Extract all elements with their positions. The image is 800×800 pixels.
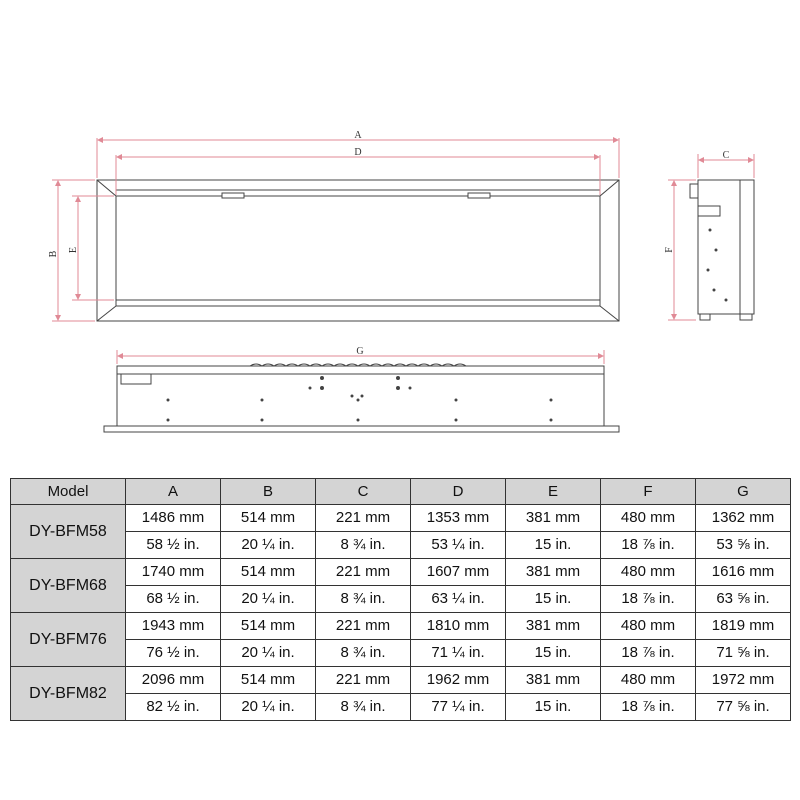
dimension-label-d: D: [354, 147, 362, 158]
side-view: [690, 180, 754, 320]
value-cell-in: 53 ⅝ in.: [696, 532, 791, 559]
value-cell-mm: 1819 mm: [696, 613, 791, 640]
value-cell-in: 68 ½ in.: [126, 586, 221, 613]
value-cell-in: 8 ¾ in.: [316, 640, 411, 667]
value-cell-in: 8 ¾ in.: [316, 532, 411, 559]
value-cell-in: 58 ½ in.: [126, 532, 221, 559]
model-cell: DY-BFM68: [11, 559, 126, 613]
value-cell-mm: 1962 mm: [411, 667, 506, 694]
dimensions-table: [10, 478, 791, 721]
value-cell-mm: 1353 mm: [411, 505, 506, 532]
value-cell-mm: 514 mm: [221, 559, 316, 586]
value-cell-in: 71 ⅝ in.: [696, 640, 791, 667]
value-cell-in: 8 ¾ in.: [316, 694, 411, 721]
value-cell-mm: 514 mm: [221, 505, 316, 532]
value-cell-mm: 1486 mm: [126, 505, 221, 532]
value-cell-mm: 480 mm: [601, 505, 696, 532]
value-cell-mm: 221 mm: [316, 613, 411, 640]
dimension-a: [97, 138, 619, 178]
value-cell-mm: 1607 mm: [411, 559, 506, 586]
value-cell-in: 18 ⅞ in.: [601, 586, 696, 613]
header-a: A: [126, 479, 221, 505]
value-cell-mm: 221 mm: [316, 559, 411, 586]
value-cell-in: 20 ¼ in.: [221, 694, 316, 721]
value-cell-in: 15 in.: [506, 532, 601, 559]
header-d: D: [411, 479, 506, 505]
front-view: [97, 180, 619, 321]
value-cell-mm: 480 mm: [601, 667, 696, 694]
model-cell: DY-BFM58: [11, 505, 126, 559]
value-cell-in: 76 ½ in.: [126, 640, 221, 667]
top-view: [104, 364, 619, 432]
value-cell-in: 20 ¼ in.: [221, 640, 316, 667]
table-row: [11, 532, 791, 559]
header-e: E: [506, 479, 601, 505]
value-cell-mm: 381 mm: [506, 505, 601, 532]
header-b: B: [221, 479, 316, 505]
value-cell-in: 20 ¼ in.: [221, 586, 316, 613]
table-row: [11, 505, 791, 532]
value-cell-mm: 480 mm: [601, 613, 696, 640]
value-cell-mm: 1362 mm: [696, 505, 791, 532]
value-cell-mm: 2096 mm: [126, 667, 221, 694]
value-cell-in: 15 in.: [506, 694, 601, 721]
value-cell-in: 71 ¼ in.: [411, 640, 506, 667]
header-g: G: [696, 479, 791, 505]
value-cell-mm: 1616 mm: [696, 559, 791, 586]
value-cell-in: 18 ⅞ in.: [601, 640, 696, 667]
value-cell-in: 77 ⅝ in.: [696, 694, 791, 721]
value-cell-in: 77 ¼ in.: [411, 694, 506, 721]
value-cell-in: 63 ⅝ in.: [696, 586, 791, 613]
dimension-label-f: F: [664, 247, 675, 253]
dimension-label-b: B: [48, 250, 59, 258]
dimension-d: [116, 155, 600, 195]
table-row: [11, 694, 791, 721]
header-model: Model: [11, 479, 126, 505]
value-cell-mm: 381 mm: [506, 613, 601, 640]
table-row: [11, 613, 791, 640]
model-cell: DY-BFM76: [11, 613, 126, 667]
table-row: [11, 640, 791, 667]
table-header-row: [11, 479, 791, 505]
value-cell-mm: 381 mm: [506, 667, 601, 694]
value-cell-in: 20 ¼ in.: [221, 532, 316, 559]
value-cell-mm: 221 mm: [316, 505, 411, 532]
value-cell-mm: 1943 mm: [126, 613, 221, 640]
dimension-label-g: G: [356, 346, 364, 357]
header-c: C: [316, 479, 411, 505]
table-row: [11, 667, 791, 694]
value-cell-mm: 221 mm: [316, 667, 411, 694]
value-cell-mm: 480 mm: [601, 559, 696, 586]
value-cell-in: 15 in.: [506, 586, 601, 613]
table-row: [11, 559, 791, 586]
value-cell-mm: 1740 mm: [126, 559, 221, 586]
value-cell-in: 63 ¼ in.: [411, 586, 506, 613]
model-cell: DY-BFM82: [11, 667, 126, 721]
value-cell-in: 18 ⅞ in.: [601, 694, 696, 721]
value-cell-in: 53 ¼ in.: [411, 532, 506, 559]
dimension-label-c: C: [722, 150, 730, 161]
value-cell-mm: 514 mm: [221, 613, 316, 640]
table-row: [11, 586, 791, 613]
dimension-label-a: A: [354, 130, 362, 141]
value-cell-in: 8 ¾ in.: [316, 586, 411, 613]
value-cell-in: 15 in.: [506, 640, 601, 667]
value-cell-mm: 514 mm: [221, 667, 316, 694]
dimension-label-e: E: [68, 246, 79, 254]
value-cell-mm: 1810 mm: [411, 613, 506, 640]
value-cell-in: 82 ½ in.: [126, 694, 221, 721]
value-cell-in: 18 ⅞ in.: [601, 532, 696, 559]
header-f: F: [601, 479, 696, 505]
value-cell-mm: 381 mm: [506, 559, 601, 586]
value-cell-mm: 1972 mm: [696, 667, 791, 694]
